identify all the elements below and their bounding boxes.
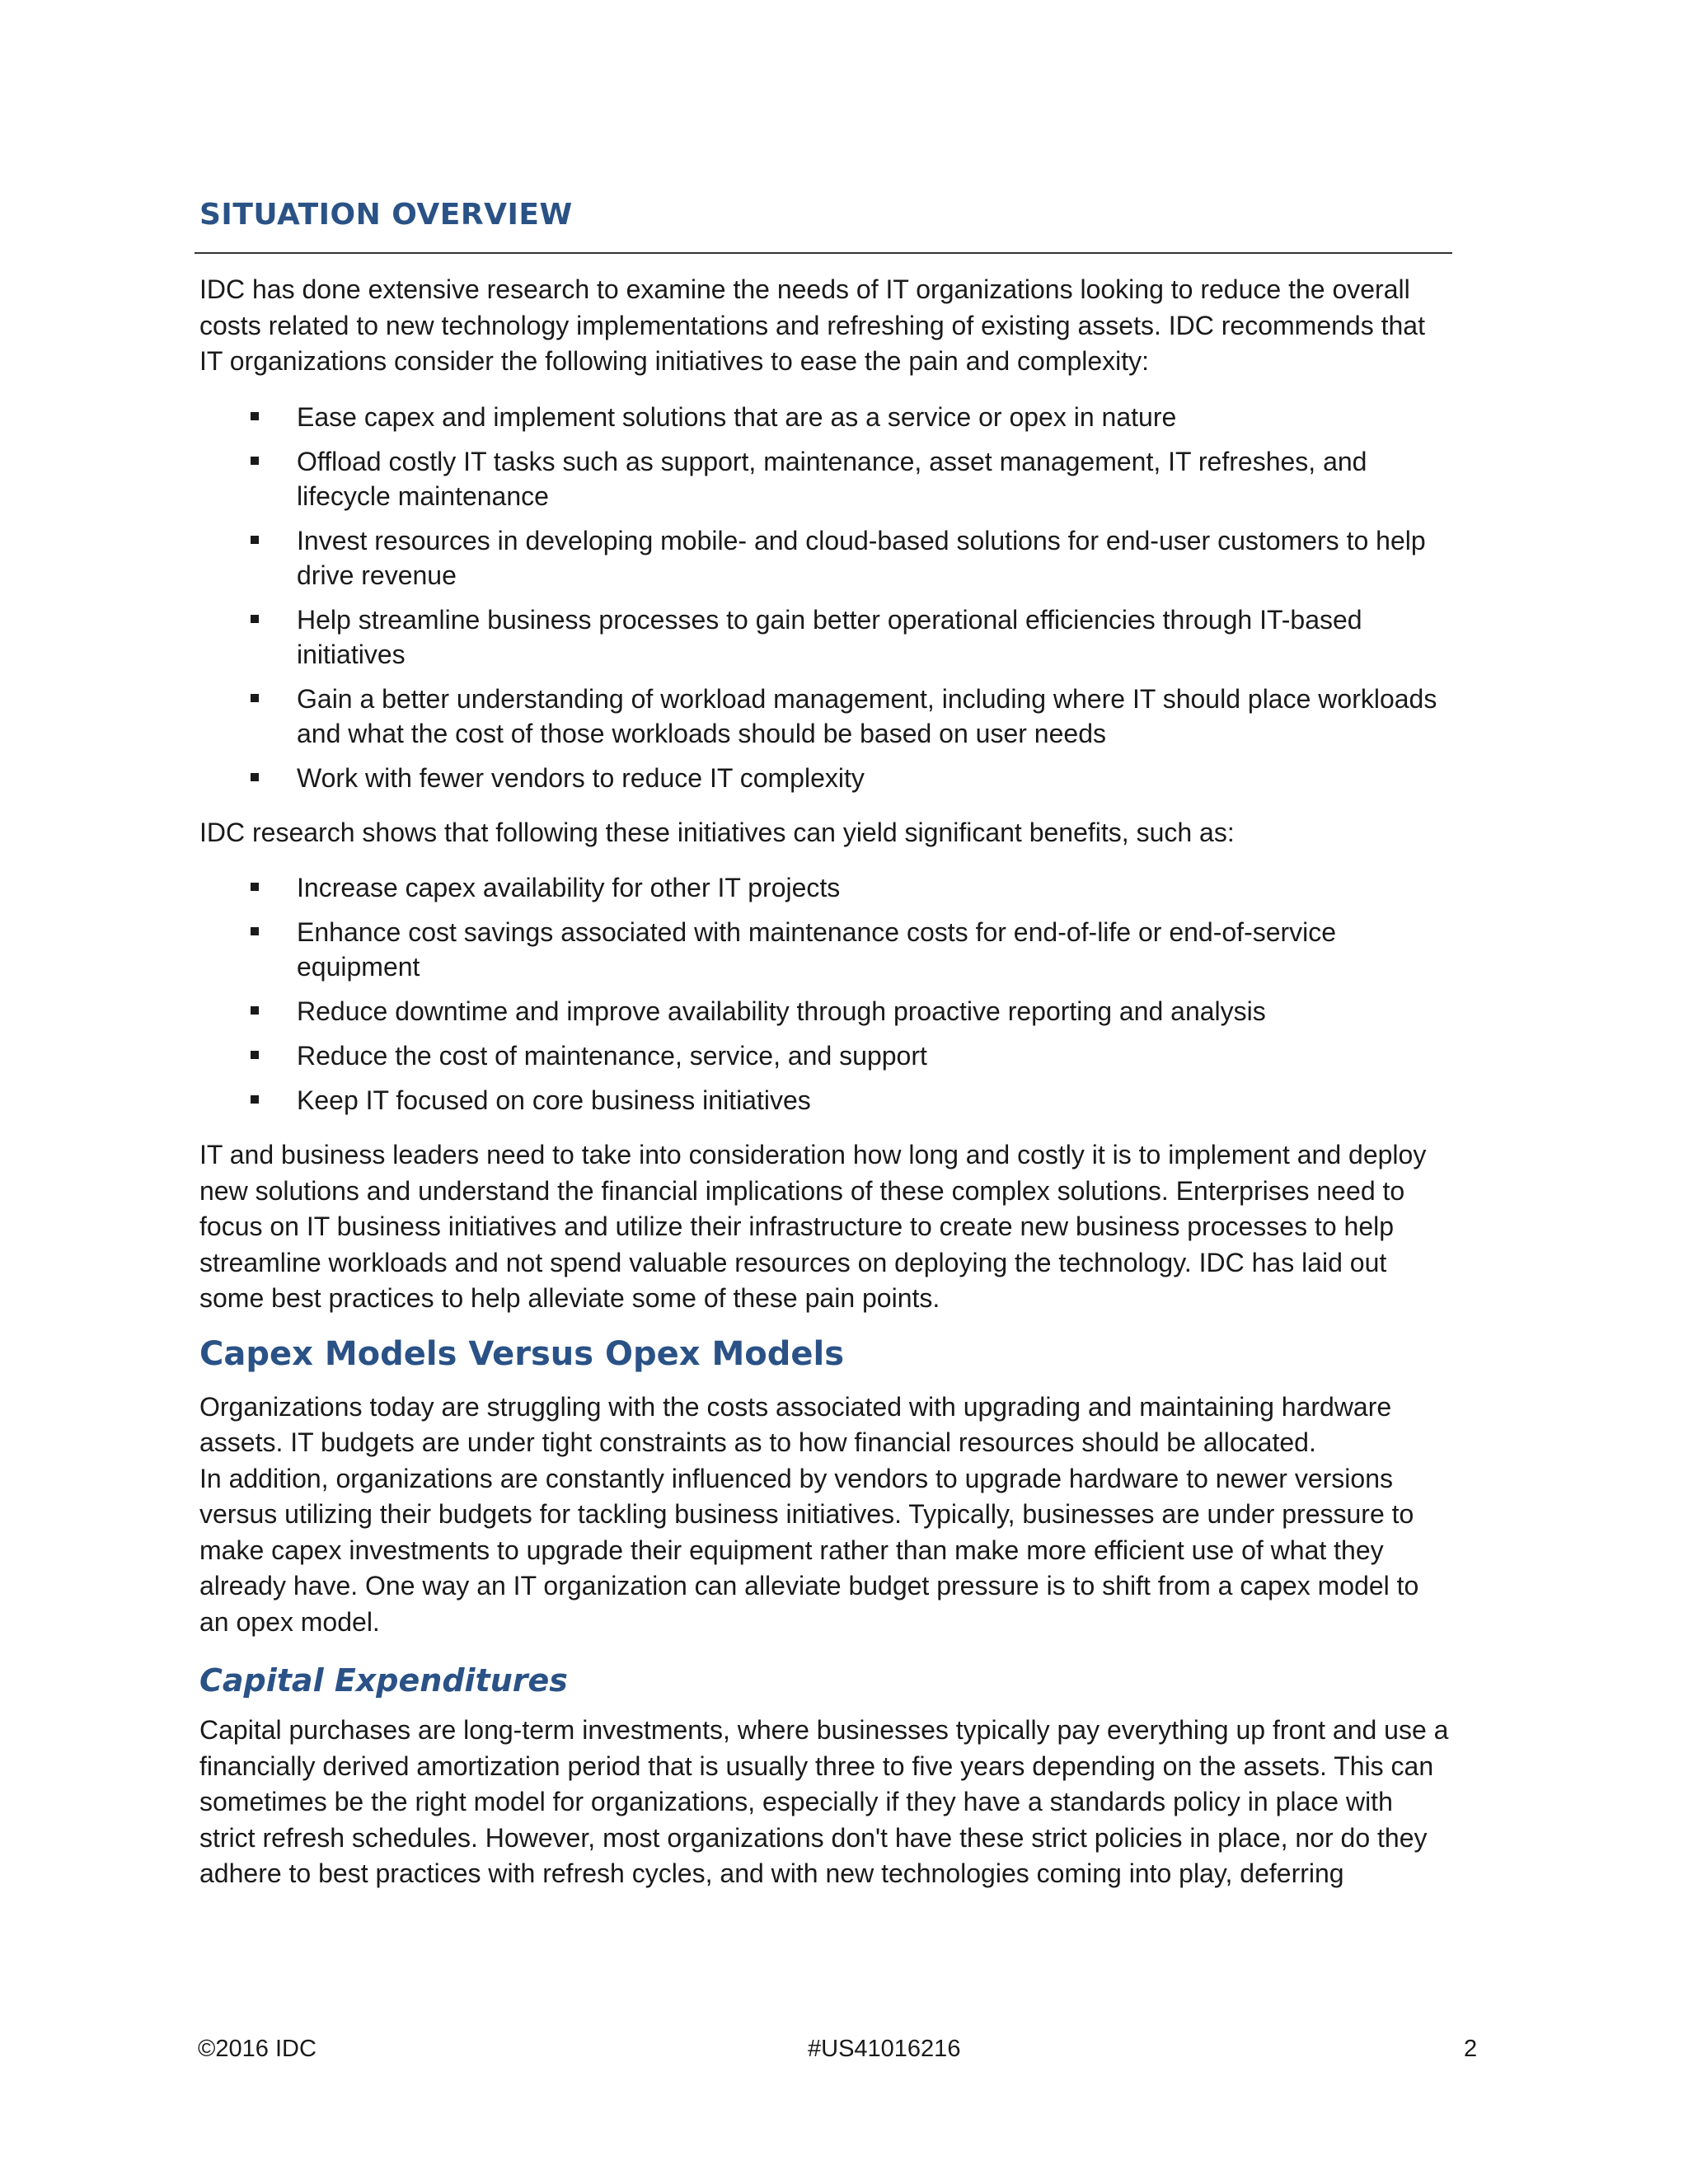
footer-document-id: #US41016216 <box>808 2036 961 2062</box>
list-item <box>199 1038 1452 1073</box>
list-item-text: Help streamline business processes to gain better operational efficiencies through IT-based initiatives <box>297 604 1362 669</box>
document-body <box>199 272 1452 1892</box>
bullet-icon <box>251 694 259 702</box>
capital-expenditures-heading: Capital Expenditures <box>199 1662 568 1699</box>
list-item <box>199 682 1452 751</box>
intro-paragraph: IDC has done extensive research to examine the needs of IT organizations looking to reduce the overall costs related to new technology implementations and refreshing of existing assets. IDC recommends that IT organizations consider the following initiatives to ease the pain and complexity: <box>199 274 1425 376</box>
list-item <box>199 870 1452 905</box>
list-item-text: Ease capex and implement solutions that are as a service or opex in nature <box>297 401 1177 432</box>
capex-opex-paragraph-1: Organizations today are struggling with the costs associated with upgrading and maintaining hardware assets. IT budgets are under tight constraints as to how financial resources should be allocated. <box>199 1391 1392 1457</box>
bullet-icon <box>251 773 259 781</box>
capex-opex-heading: Capex Models Versus Opex Models <box>199 1334 845 1373</box>
footer-copyright: ©2016 IDC <box>198 2036 316 2062</box>
list-item <box>199 994 1452 1029</box>
list-item <box>199 915 1452 984</box>
list-item-text: Offload costly IT tasks such as support, maintenance, asset management, IT refreshes, and lifecycle maintenance <box>297 446 1367 511</box>
footer-page-number: 2 <box>1464 2036 1478 2062</box>
list-item <box>199 761 1452 795</box>
section-title: SITUATION OVERVIEW <box>199 198 573 232</box>
list-item <box>199 1083 1452 1118</box>
bullet-icon <box>251 1095 259 1104</box>
benefits-list <box>199 870 1452 1118</box>
list-item-text: Reduce the cost of maintenance, service, and support <box>297 1041 927 1071</box>
bullet-icon <box>251 927 259 935</box>
leaders-paragraph: IT and business leaders need to take into consideration how long and costly it is to implement and deploy new solutions and understand the financial implications of these complex solutions. Enterprises need to focus on IT business initiatives and utilize their infrastructure to create new business processes to help streamline workloads and not spend valuable resources on deploying the technology. IDC has laid out some best practices to help alleviate some of these pain points. <box>199 1140 1427 1313</box>
list-item-text: Invest resources in developing mobile- and cloud-based solutions for end-user customers to help drive revenue <box>297 525 1426 590</box>
list-item-text: Gain a better understanding of workload management, including where IT should place workloads and what the cost of those workloads should be based on user needs <box>297 683 1437 748</box>
list-item-text: Enhance cost savings associated with maintenance costs for end-of-life or end-of-service equipment <box>297 917 1337 982</box>
bullet-icon <box>251 1006 259 1015</box>
bullet-icon <box>251 536 259 544</box>
list-item <box>199 444 1452 513</box>
list-item-text: Reduce downtime and improve availability through proactive reporting and analysis <box>297 996 1266 1026</box>
list-item <box>199 602 1452 672</box>
benefits-intro: IDC research shows that following these initiatives can yield significant benefits, such as: <box>199 817 1235 847</box>
list-item <box>199 523 1452 593</box>
bullet-icon <box>251 615 259 623</box>
capex-opex-paragraph-2: In addition, organizations are constantly influenced by vendors to upgrade hardware to newer versions versus utilizing their budgets for tackling business initiatives. Typically, businesses are under pressure to make capex investments to upgrade their equipment rather than make more efficient use of what they already have. One way an IT organization can alleviate budget pressure is to shift from a capex model to an opex model. <box>199 1463 1419 1637</box>
list-item-text: Increase capex availability for other IT projects <box>297 873 841 902</box>
initiatives-list <box>199 400 1452 795</box>
list-item <box>199 400 1452 434</box>
bullet-icon <box>251 412 259 420</box>
list-item-text: Keep IT focused on core business initiatives <box>297 1085 811 1115</box>
bullet-icon <box>251 883 259 891</box>
document-page <box>198 0 1478 2184</box>
list-item-text: Work with fewer vendors to reduce IT complexity <box>297 762 865 793</box>
bullet-icon <box>251 1051 259 1059</box>
bullet-icon <box>251 457 259 465</box>
title-divider <box>195 252 1452 254</box>
capital-expenditures-paragraph: Capital purchases are long-term investments, where businesses typically pay everything up front and use a financially derived amortization period that is usually three to five years depending on the assets. This can sometimes be the right model for organizations, especially if they have a standards policy in place with strict refresh schedules. However, most organizations don't have these strict policies in place, nor do they adhere to best practices with refresh cycles, and with new technologies coming into play, deferring <box>199 1715 1449 1888</box>
